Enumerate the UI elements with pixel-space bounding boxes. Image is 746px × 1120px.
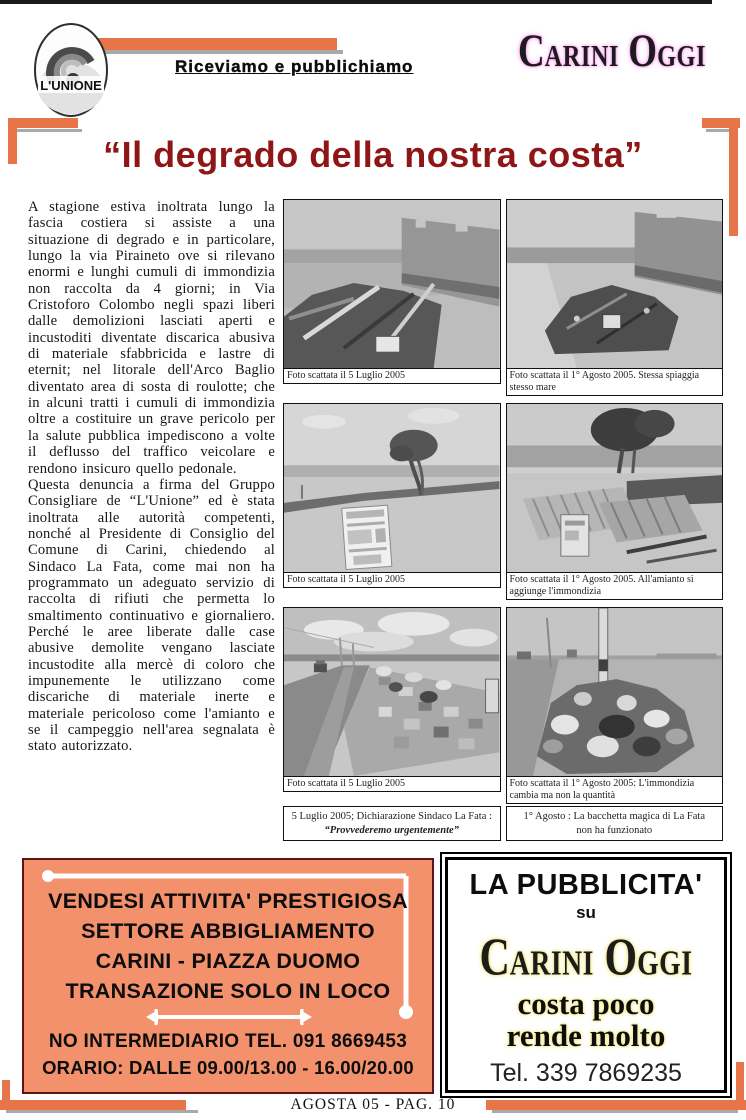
photo-6-image bbox=[507, 608, 723, 776]
ad-pubblicita-costa-poco: costa poco bbox=[517, 986, 655, 1021]
ad-pubblicita-title: LA PUBBLICITA' bbox=[469, 869, 703, 901]
masthead-letters: GGI bbox=[657, 39, 707, 74]
ad-vendesi-line1: VENDESI ATTIVITA' PRESTIGIOSA bbox=[48, 889, 408, 913]
photo-5-caption: Foto scattata il 5 Luglio 2005 bbox=[283, 776, 501, 792]
declaration-right-line1: 1° Agosto : La bacchetta magica di La Fata bbox=[523, 811, 705, 822]
photo-6-caption: Foto scattata il 1° Agosto 2005: L'immondizia cambia ma non la quantità bbox=[506, 776, 724, 804]
photo-5-image bbox=[284, 608, 500, 776]
declaration-row bbox=[283, 806, 723, 841]
photo-3 bbox=[283, 403, 501, 573]
article-body bbox=[28, 199, 275, 781]
ad-vendesi-hours: ORARIO: DALLE 09.00/13.00 - 16.00/20.00 bbox=[42, 1057, 414, 1078]
photo-3-image bbox=[284, 404, 500, 572]
ad-pubblicita-phone: Tel. 339 7869235 bbox=[490, 1059, 682, 1088]
ad-vendesi bbox=[22, 858, 434, 1094]
masthead-letter: O bbox=[628, 25, 658, 78]
photo-1 bbox=[283, 199, 501, 369]
ad-vendesi-line4: TRANSAZIONE SOLO IN LOCO bbox=[65, 979, 391, 1003]
declaration-left-quote: “Provvederemo urgentemente” bbox=[324, 824, 459, 836]
article-paragraph: Questa denuncia a firma del Gruppo Consigliare de “L'Unione” ed è stata inoltrata alle autorità competenti, nonché al Presidente di Consiglio del Comune di Carini, chiedendo al Sindaco La Fata, come mai non ha programmato un adeguato servizio di raccolta di rifiuti che permetta lo smaltimento continuativo e giornaliero. Perché le aree liberate dalle case abusive demolite vengano lasciate incustodite alla mercè di coloro che impunemente le utilizzano come discariche di materiale inerte e materiale pericoloso come l'amianto e se il campeggio nell'area segnalata è stato autorizzato. bbox=[28, 476, 275, 755]
photo-6 bbox=[506, 607, 724, 777]
photo-5 bbox=[283, 607, 501, 777]
declaration-right bbox=[506, 806, 724, 841]
photo-1-caption: Foto scattata il 5 Luglio 2005 bbox=[283, 368, 501, 384]
masthead-letter: C bbox=[517, 25, 545, 78]
declaration-right-line2: non ha funzionato bbox=[576, 824, 653, 836]
photo-3-caption: Foto scattata il 5 Luglio 2005 bbox=[283, 572, 501, 588]
photo-2 bbox=[506, 199, 724, 369]
declaration-left bbox=[283, 806, 501, 841]
rubric-label: Riceviamo e pubblichiamo bbox=[175, 57, 414, 76]
ad-masthead-letters: GGI bbox=[637, 943, 693, 982]
logo-text: L'UNIONE bbox=[40, 78, 102, 93]
unione-logo-image bbox=[33, 22, 109, 118]
ad-vendesi-line2: SETTORE ABBIGLIAMENTO bbox=[81, 919, 375, 943]
photo-2-image bbox=[507, 200, 723, 368]
ad-masthead-letter: O bbox=[604, 929, 638, 987]
photo-cell-2 bbox=[506, 199, 724, 396]
ad-pubblicita-rende-molto: rende molto bbox=[506, 1018, 666, 1054]
photo-1-image bbox=[284, 200, 500, 368]
ad-pubblicita bbox=[440, 852, 732, 1098]
page-title: “Il degrado della nostra costa” bbox=[103, 134, 643, 175]
photo-2-caption: Foto scattata il 1° Agosto 2005. Stessa spiaggia stesso mare bbox=[506, 368, 724, 396]
photo-cell-5 bbox=[283, 607, 501, 792]
article-paragraph: A stagione estiva inoltrata lungo la fascia costiera si assiste a una situazione di degrado e in particolare, lungo la via Piraineto ove si rilevano enormi e lunghi cumuli di immondizia non raccolta da 4 giorni; in Via Cristoforo Colombo negli spazi liberi dalle demolizioni lasciati aperti e incustoditi diventate discarica abusiva di materiale sfabbricida e lastre di eternit; nel litorale dell'Arco Baglio diventato area di sosta di roulotte; che in alcuni tratti i cumuli di immondizia oltre a costituire un grave pericolo per la salute pubblica impediscono a volte il deflusso del traffico veicolare e rendono insicuro quello pedonale. bbox=[28, 199, 275, 477]
photo-grid bbox=[283, 199, 723, 804]
ad-pubblicita-inner bbox=[445, 857, 727, 1093]
declaration-left-line1: 5 Luglio 2005; Dichiarazione Sindaco La Fata : bbox=[291, 811, 492, 822]
masthead-letters: ARINI bbox=[544, 39, 620, 74]
ad-masthead-letters: ARINI bbox=[509, 943, 594, 982]
ad-pubblicita-su: su bbox=[576, 903, 596, 922]
ad-vendesi-content bbox=[24, 860, 432, 1079]
unione-logo bbox=[33, 22, 109, 118]
photo-cell-6 bbox=[506, 607, 724, 804]
photo-cell-1 bbox=[283, 199, 501, 384]
photo-4-image bbox=[507, 404, 723, 572]
ad-masthead-letter: C bbox=[479, 929, 510, 987]
photo-cell-4 bbox=[506, 403, 724, 600]
ad-pubblicita-masthead bbox=[448, 929, 724, 987]
photo-4-caption: Foto scattata il 1° Agosto 2005. All'amianto si aggiunge l'immondizia bbox=[506, 572, 724, 600]
masthead-carini-oggi bbox=[512, 25, 712, 78]
ad-vendesi-phone: NO INTERMEDIARIO TEL. 091 8669453 bbox=[48, 1031, 408, 1052]
photo-cell-3 bbox=[283, 403, 501, 588]
ad-vendesi-line3: CARINI - PIAZZA DUOMO bbox=[95, 949, 361, 973]
photo-4 bbox=[506, 403, 724, 573]
page-footer: AGOSTA 05 - PAG. 10 bbox=[290, 1096, 456, 1113]
